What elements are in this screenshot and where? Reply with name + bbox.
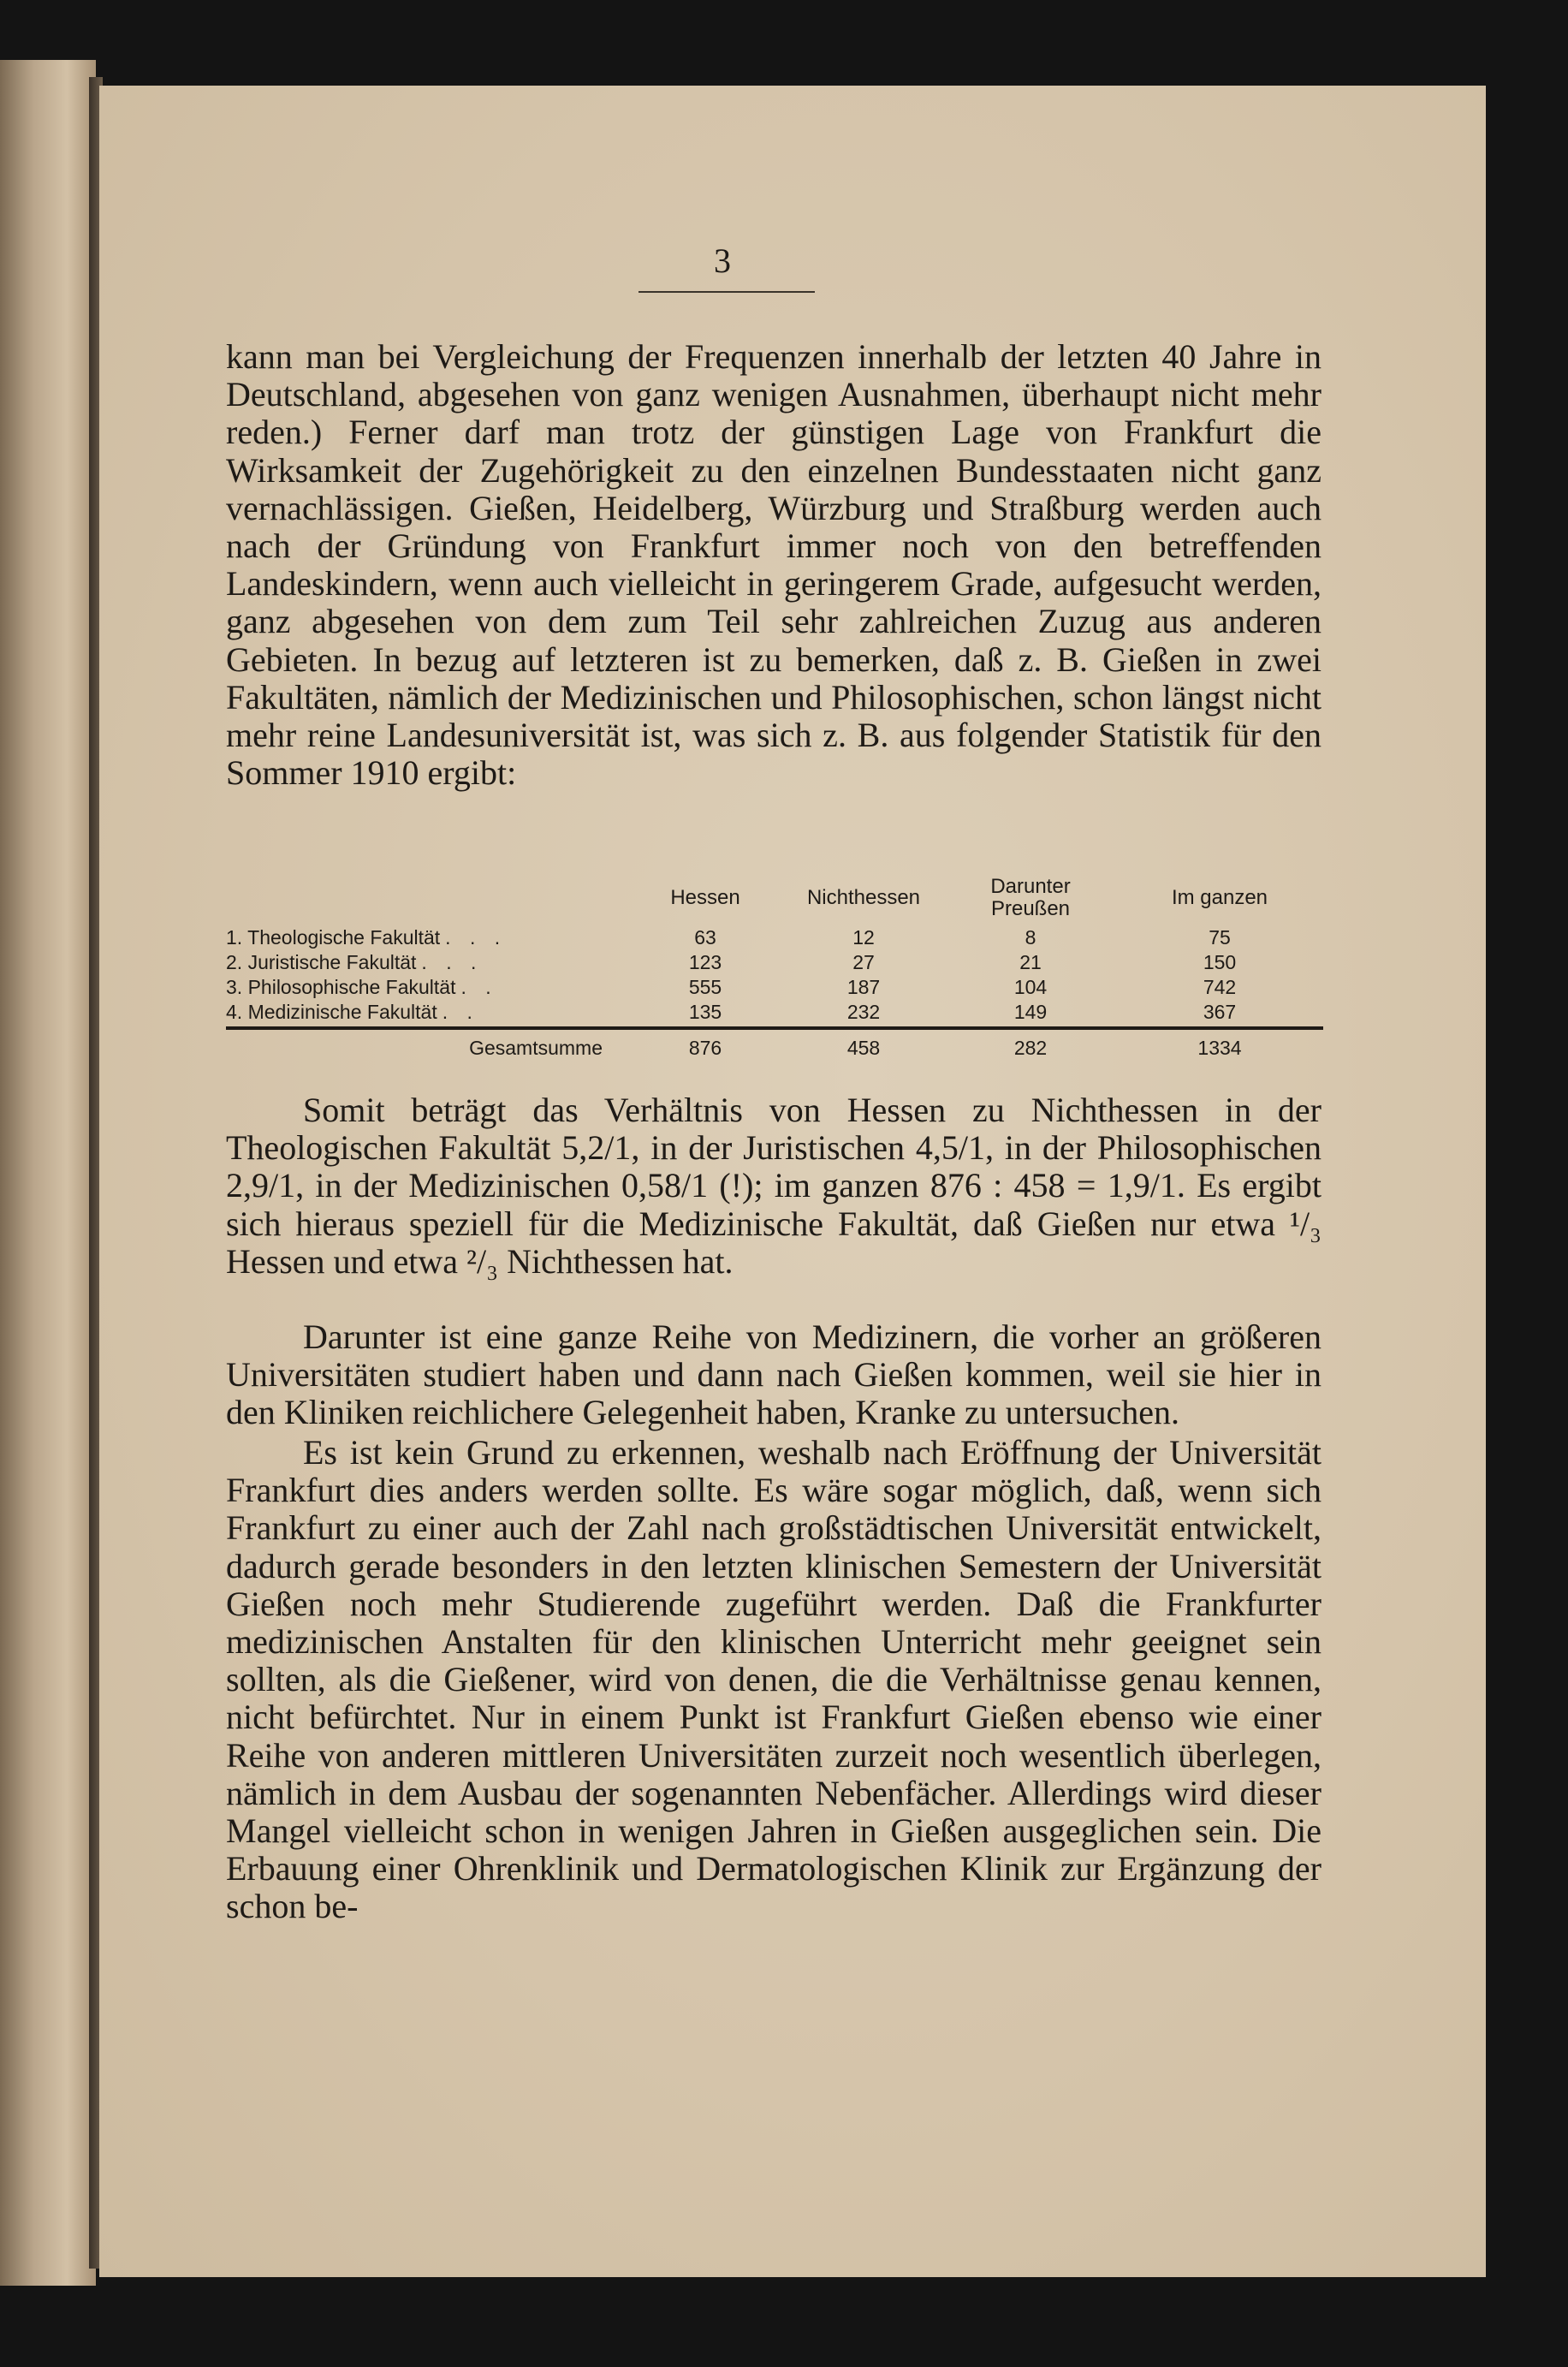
header-nichthessen: Nichthessen xyxy=(806,886,921,909)
table-sum-row xyxy=(226,1028,1323,1061)
header-im-ganzen: Im ganzen xyxy=(1171,886,1268,909)
header-darunter-line2: Preußen xyxy=(990,897,1071,920)
preussen-cell: 21 xyxy=(1019,951,1042,973)
total-cell: 742 xyxy=(1203,976,1237,998)
page-number: 3 xyxy=(714,241,731,280)
total-cell: 75 xyxy=(1209,926,1231,949)
sum-total: 1334 xyxy=(1116,1028,1323,1061)
table-header-row xyxy=(226,876,1323,925)
nichthessen-cell: 12 xyxy=(852,926,875,949)
nichthessen-cell: 232 xyxy=(782,1000,945,1028)
paragraph-4: Es ist kein Grund zu erkennen, weshalb nach Eröffnung der Universität Frankfurt dies anders werden sollte. Es wäre sogar möglich, daß, wenn sich Frankfurt zu einer auch der Zahl nach großstädtischen Universität entwickelt, dadurch gerade besonders in den letzten klinischen Semestern der Universität Gießen noch mehr Studierende zugeführt werden. Daß die Frankfurter medizinischen Anstalten für den klinischen Unterricht mehr geeignet sein sollten, als die Gießener, wird von denen, die die Verhältnisse genau kennen, nicht befürchtet. Nur in einem Punkt ist Frankfurt Gießen ebenso wie einer Reihe von anderen mittleren Universitäten zurzeit noch wesentlich überlegen, nämlich in dem Ausbau der sogenannten Nebenfächer. Allerdings wird dieser Mangel vielleicht schon in wenigen Jahren in Gießen ausgeglichen sein. Die Erbauung einer Ohrenklinik und Dermatologischen Klinik zur Ergänzung der schon be- xyxy=(226,1433,1322,1926)
nichthessen-cell: 27 xyxy=(852,951,875,973)
faculty-name: 2. Juristische Fakultät xyxy=(226,951,417,973)
faculty-name: 4. Medizinische Fakultät xyxy=(226,1001,437,1023)
leader-dots: . . . xyxy=(445,926,508,949)
book-page xyxy=(99,86,1486,2277)
hessen-cell: 135 xyxy=(628,1000,782,1028)
sum-preussen: 282 xyxy=(945,1028,1116,1061)
paragraph-3: Darunter ist eine ganze Reihe von Medizinern, die vorher an größeren Universitäten studiert haben und dann nach Gießen kommen, weil sie hier in den Kliniken reichlichere Gelegenheit haben, Kranke zu untersuchen. xyxy=(226,1317,1322,1432)
faculty-name: 3. Philosophische Fakultät xyxy=(226,976,456,998)
sum-label: Gesamtsumme xyxy=(226,1028,628,1061)
faculty-cell xyxy=(226,975,628,1000)
nichthessen-cell: 187 xyxy=(846,976,881,998)
table-row xyxy=(226,975,1323,1000)
header-rule xyxy=(638,291,815,293)
preussen-cell: 149 xyxy=(945,1000,1116,1028)
faculty-cell xyxy=(226,1000,628,1028)
header-darunter-preussen xyxy=(945,876,1116,925)
faculty-cell xyxy=(226,950,628,975)
sum-nichthessen: 458 xyxy=(782,1028,945,1061)
leader-dots: . . xyxy=(442,1001,479,1023)
preussen-cell: 104 xyxy=(1013,976,1048,998)
leader-dots: . . . xyxy=(421,951,484,973)
table-row xyxy=(226,925,1323,950)
faculty-cell xyxy=(226,925,628,950)
hessen-cell: 123 xyxy=(688,951,722,973)
paragraph-2: Somit beträgt das Verhältnis von Hessen zu Nichthessen in der Theologischen Fakultät 5,2/1, in der Juristischen 4,5/1, in der Philosophischen 2,9/1, in der Medizinischen 0,58/1 (!); im ganzen 876 : 458 = 1,9/1. Es ergibt sich hieraus speziell für die Medizinische Fakultät, daß Gießen nur etwa ¹/₃ Hessen und etwa ²/₃ Nichthessen hat. xyxy=(226,1091,1322,1281)
paragraph-1: kann man bei Vergleichung der Frequenzen innerhalb der letzten 40 Jahre in Deutschland, abgesehen von ganz wenigen Ausnahmen, überhaupt nicht mehr reden.) Ferner darf man trotz der günstigen Lage von Frankfurt die Wirksamkeit der Zugehörigkeit zu den einzelnen Bundesstaaten nicht ganz vernachlässigen. Gießen, Heidelberg, Würzburg und Straßburg werden auch nach der Gründung von Frankfurt immer noch von den betreffenden Landeskindern, wenn auch vielleicht in geringerem Grade, aufgesucht werden, ganz abgesehen von dem zum Teil sehr zahlreichen Zuzug aus anderen Gebieten. In bezug auf letzteren ist zu bemerken, daß z. B. Gießen in zwei Fakultäten, nämlich der Medizinischen und Philosophischen, schon längst nicht mehr reine Landesuniversität ist, was sich z. B. aus folgender Statistik für den Sommer 1910 ergibt: xyxy=(226,337,1322,793)
left-page-edge xyxy=(0,60,96,2286)
hessen-cell: 555 xyxy=(688,976,722,998)
hessen-cell: 63 xyxy=(694,926,716,949)
sum-hessen: 876 xyxy=(628,1028,782,1061)
faculty-name: 1. Theologische Fakultät xyxy=(226,926,441,949)
leader-dots: . . xyxy=(460,976,498,998)
total-cell: 150 xyxy=(1203,951,1237,973)
header-hessen: Hessen xyxy=(670,886,740,909)
preussen-cell: 8 xyxy=(1025,926,1036,949)
header-faculty xyxy=(226,876,628,925)
table-row xyxy=(226,950,1323,975)
faculty-statistics-table xyxy=(226,876,1323,1061)
total-cell: 367 xyxy=(1116,1000,1323,1028)
header-darunter-line1: Darunter xyxy=(990,875,1071,898)
table-row xyxy=(226,1000,1323,1028)
